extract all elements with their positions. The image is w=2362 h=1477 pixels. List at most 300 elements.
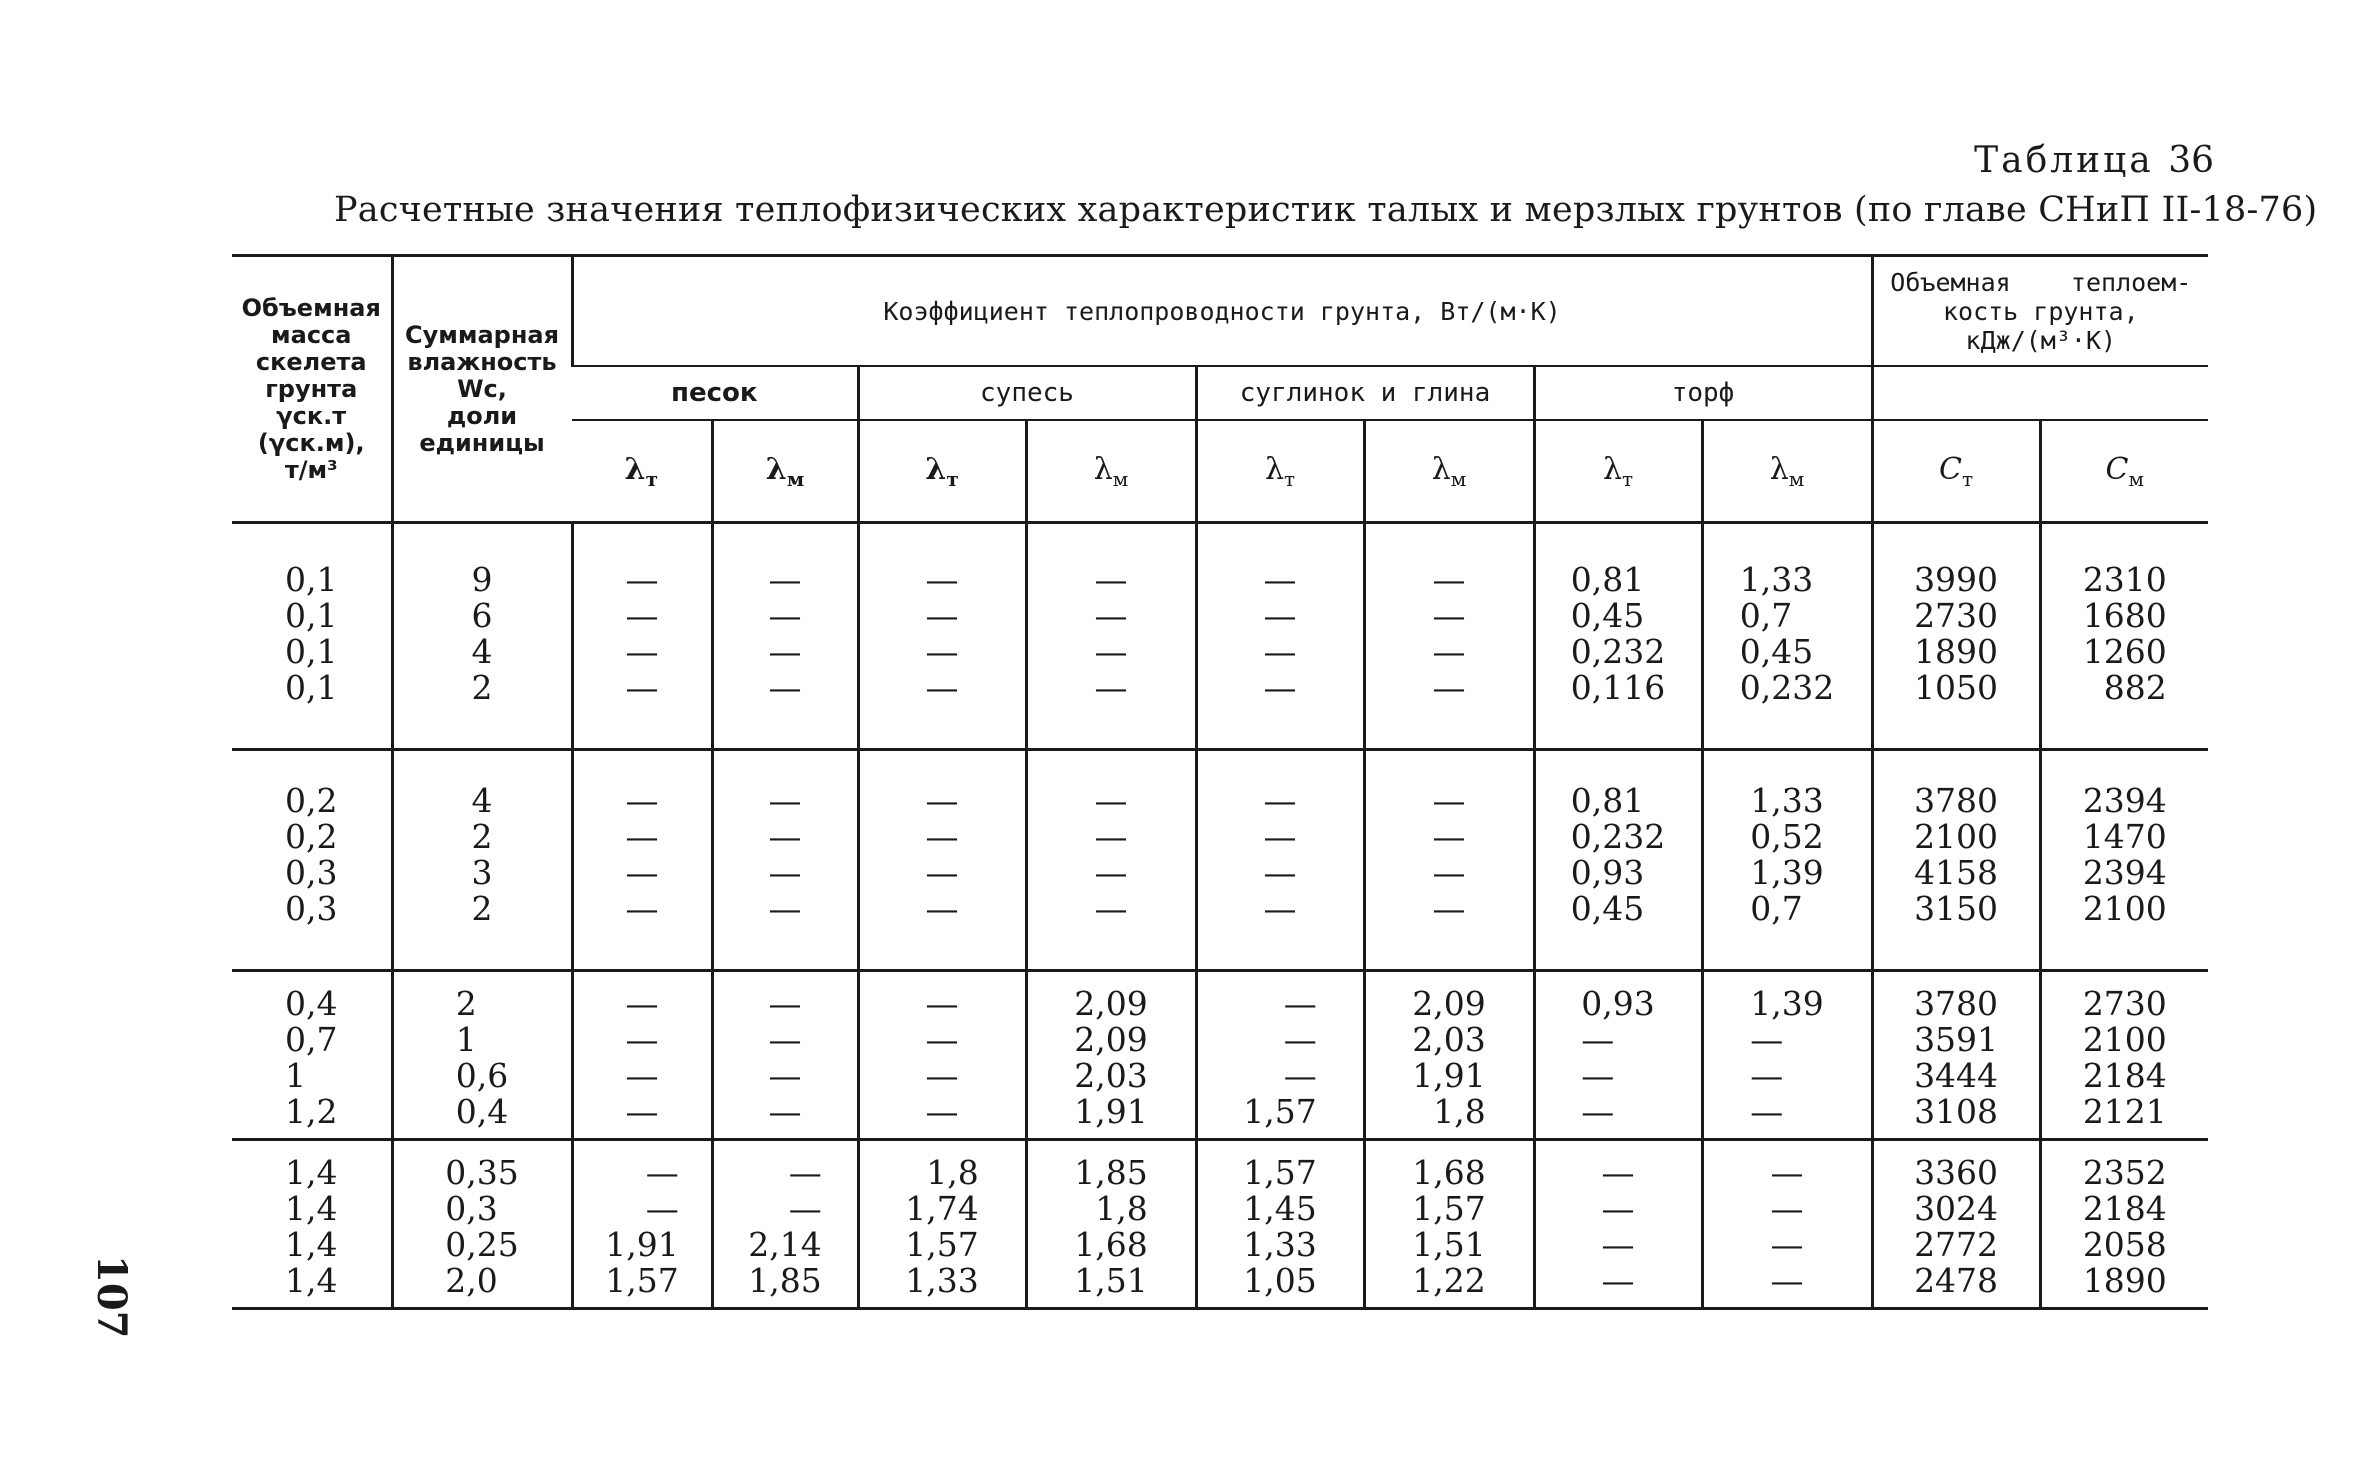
cell-value: 1 [285, 1056, 306, 1095]
cell-value: — [925, 984, 959, 1023]
cell-sand-m [712, 750, 858, 971]
cell-value: — [1601, 1225, 1635, 1264]
cell-value: 1,91 [1412, 1056, 1486, 1095]
cell-values [1602, 1155, 1635, 1299]
cell-value: 2100 [1914, 817, 1999, 856]
cell-value: 1,2 [285, 1092, 338, 1131]
cell-value: 3444 [1914, 1056, 1999, 1095]
cell-values [748, 1155, 821, 1299]
cell-value: — [1432, 889, 1466, 928]
cell-values [456, 986, 508, 1130]
cell-value: 1,57 [1243, 1153, 1317, 1192]
cell-value: — [1094, 889, 1128, 928]
cell-value: — [768, 889, 802, 928]
cell-value: 1,51 [1412, 1225, 1486, 1264]
c-symbol: C [1939, 451, 1962, 487]
cell-value: 2,03 [1074, 1056, 1148, 1095]
cell-value: 3591 [1914, 1020, 1999, 1059]
cell-value: — [768, 817, 802, 856]
cell-value: 1,57 [605, 1261, 679, 1300]
cell-value: — [1432, 853, 1466, 892]
cell-value: — [1094, 781, 1128, 820]
cell-value: — [925, 668, 959, 707]
cell-value: — [625, 1092, 659, 1131]
cell-value: 1,4 [285, 1153, 338, 1192]
cell-value: 3990 [1914, 560, 1999, 599]
header-sand-lambda-t [572, 420, 712, 523]
lambda-subscript: т [645, 466, 658, 491]
cell-value: — [1581, 1056, 1615, 1095]
cell-value: — [1283, 1020, 1317, 1059]
cell-peat-t [1534, 1140, 1702, 1309]
density-line: т/м³ [284, 455, 338, 484]
cell-value: 2184 [2082, 1189, 2167, 1228]
cell-value: 1,68 [1412, 1153, 1486, 1192]
cell-peat-m [1702, 750, 1872, 971]
cell-value: 1,4 [285, 1225, 338, 1264]
cell-value: — [645, 1153, 679, 1192]
cell-moisture [392, 523, 572, 750]
cell-peat-m [1702, 1140, 1872, 1309]
cell-value: 1,8 [1095, 1189, 1148, 1228]
cell-value: — [625, 668, 659, 707]
cell-value: — [1094, 632, 1128, 671]
c-symbol: C [2105, 451, 2129, 487]
cell-value: 0,35 [445, 1153, 519, 1192]
cell-values [626, 562, 659, 706]
cell-value: — [625, 632, 659, 671]
cell-value: — [1094, 853, 1128, 892]
cell-value: — [1094, 560, 1128, 599]
cell-moisture [392, 1140, 572, 1309]
table-row-group [232, 971, 2208, 1140]
cell-value: 1680 [2082, 596, 2167, 635]
cell-value: 2 [471, 668, 493, 707]
cell-value: 1,8 [1433, 1092, 1486, 1131]
cell-values [605, 1155, 678, 1299]
cell-values [1914, 562, 1998, 706]
density-line: грунта [265, 374, 358, 403]
lambda-symbol: λ [624, 451, 646, 487]
cell-value: — [1432, 632, 1466, 671]
cell-value: — [645, 1189, 679, 1228]
lambda-subscript: м [1112, 466, 1129, 491]
cell-value: — [1601, 1189, 1635, 1228]
lambda-subscript: т [1283, 466, 1296, 491]
cell-value: 1,74 [905, 1189, 979, 1228]
cell-values [905, 1155, 978, 1299]
cell-loam-m [1364, 750, 1534, 971]
lambda-symbol: λ [1602, 451, 1622, 487]
cell-value: 1,57 [1412, 1189, 1486, 1228]
header-sandy-loam-lambda-t [858, 420, 1026, 523]
cell-density [232, 971, 392, 1140]
cell-value: 1,8 [926, 1153, 979, 1192]
cell-value: 882 [2103, 668, 2167, 707]
cell-value: — [925, 1092, 959, 1131]
cell-values [1243, 986, 1316, 1130]
cell-value: — [925, 889, 959, 928]
cell-value: 1,39 [1750, 853, 1824, 892]
cell-value: — [1770, 1153, 1804, 1192]
density-line: (γск.м), [257, 428, 365, 457]
header-sandy-loam-lambda-m [1026, 420, 1196, 523]
cell-value: — [925, 596, 959, 635]
cell-values [926, 783, 959, 927]
cell-value: — [1601, 1153, 1635, 1192]
cell-c-m [2040, 971, 2208, 1140]
cell-value: 4 [471, 781, 493, 820]
cell-value: 2100 [2082, 1020, 2167, 1059]
cell-value: — [768, 560, 802, 599]
cell-value: — [1750, 1056, 1784, 1095]
cell-value: 1,33 [905, 1261, 979, 1300]
moisture-line: влажность [407, 347, 557, 376]
cell-value: — [925, 781, 959, 820]
cell-value: 1 [455, 1020, 477, 1059]
cell-value: 2184 [2082, 1056, 2167, 1095]
lambda-subscript: м [786, 466, 805, 491]
cell-value: — [1432, 596, 1466, 635]
cell-value: 1890 [2082, 1261, 2167, 1300]
density-line: γск.т [276, 401, 347, 430]
cell-value: 0,232 [1739, 668, 1835, 707]
cell-value: — [1094, 817, 1128, 856]
cell-value: 2352 [2082, 1153, 2167, 1192]
cell-sandy-loam-m [1026, 971, 1196, 1140]
header-peat: торф [1534, 366, 1872, 420]
cell-value: — [1581, 1092, 1615, 1131]
cell-value: 6 [471, 596, 493, 635]
cell-sandy-loam-m [1026, 750, 1196, 971]
cell-value: 0,81 [1570, 781, 1645, 820]
moisture-line: доли [446, 401, 518, 430]
cell-value: — [1283, 984, 1317, 1023]
cell-value: 1,4 [285, 1189, 338, 1228]
cell-values [1433, 783, 1466, 927]
table-row-group [232, 523, 2208, 750]
cell-value: 1470 [2082, 817, 2167, 856]
cell-value: — [1432, 781, 1466, 820]
cell-value: 1,05 [1243, 1261, 1317, 1300]
cell-value: 0,4 [285, 984, 338, 1023]
cell-values [2083, 1155, 2167, 1299]
thermal-properties-table [232, 254, 2208, 1310]
cell-sand-t [572, 1140, 712, 1309]
cell-value: 3108 [1914, 1092, 1999, 1131]
cell-value: 1,91 [1074, 1092, 1148, 1131]
lambda-symbol: λ [925, 451, 947, 487]
table-row-group [232, 1140, 2208, 1309]
cell-value: 3 [471, 853, 493, 892]
cell-value: 2,09 [1074, 984, 1148, 1023]
cell-c-t [1872, 523, 2040, 750]
heat-capacity-line: кДж/(м³·К) [1965, 325, 2117, 355]
cell-value: — [625, 596, 659, 635]
header-peat-lambda-m [1702, 420, 1872, 523]
cell-value: 2100 [2082, 889, 2167, 928]
cell-values [769, 562, 802, 706]
lambda-symbol: λ [765, 451, 787, 487]
cell-value: 1,51 [1074, 1261, 1148, 1300]
cell-moisture [392, 750, 572, 971]
cell-loam-m [1364, 1140, 1534, 1309]
table-label [1974, 140, 2214, 181]
cell-value: 1,91 [605, 1225, 679, 1264]
cell-value: 1,45 [1243, 1189, 1317, 1228]
cell-value: — [625, 781, 659, 820]
cell-values [1914, 986, 1998, 1130]
moisture-line: единицы [419, 428, 545, 457]
header-c-m [2040, 420, 2208, 523]
header-heat-capacity [1872, 256, 2208, 367]
cell-density [232, 523, 392, 750]
header-conductivity: Коэффициент теплопроводности грунта, Вт/(м·К) [572, 256, 1872, 367]
lambda-symbol: λ [1431, 451, 1451, 487]
c-subscript: т [1962, 466, 1974, 491]
cell-values [769, 986, 802, 1130]
cell-values [1264, 562, 1297, 706]
cell-peat-t [1534, 750, 1702, 971]
cell-value: — [1750, 1092, 1784, 1131]
cell-value: — [768, 1092, 802, 1131]
density-header-lines [242, 295, 381, 484]
cell-value: 2 [455, 984, 477, 1023]
cell-loam-t [1196, 750, 1364, 971]
header-sand: песок [572, 366, 858, 420]
header-sandy-loam: супесь [858, 366, 1196, 420]
cell-value: 0,7 [1739, 596, 1793, 635]
cell-value: 0,3 [285, 853, 338, 892]
cell-values [1412, 1155, 1485, 1299]
cell-loam-t [1196, 1140, 1364, 1309]
cell-value: 0,81 [1570, 560, 1645, 599]
cell-value: 2394 [2082, 781, 2167, 820]
cell-value: — [1263, 668, 1297, 707]
cell-values [285, 986, 337, 1130]
header-c-t [1872, 420, 2040, 523]
lambda-symbol: λ [1264, 451, 1284, 487]
cell-loam-t [1196, 523, 1364, 750]
cell-value: 0,45 [1570, 889, 1645, 928]
cell-value: — [1263, 560, 1297, 599]
lambda-subscript: м [1450, 466, 1467, 491]
cell-value: 0,1 [285, 596, 338, 635]
cell-sandy-loam-t [858, 971, 1026, 1140]
cell-value: 9 [471, 560, 493, 599]
cell-c-m [2040, 1140, 2208, 1309]
lambda-subscript: м [1788, 466, 1805, 491]
cell-value: — [1283, 1056, 1317, 1095]
cell-values [2083, 562, 2167, 706]
header-loam-lambda-m [1364, 420, 1534, 523]
density-line: скелета [255, 347, 367, 376]
cell-sand-t [572, 750, 712, 971]
cell-peat-m [1702, 971, 1872, 1140]
cell-value: — [1750, 1020, 1784, 1059]
cell-value: — [925, 1056, 959, 1095]
cell-values [1750, 986, 1823, 1130]
cell-value: 2 [471, 817, 493, 856]
cell-value: 1,4 [285, 1261, 338, 1300]
cell-value: 0,52 [1750, 817, 1824, 856]
cell-values [1914, 783, 1998, 927]
cell-value: 1050 [1914, 668, 1999, 707]
cell-value: 0,2 [285, 781, 338, 820]
cell-values [1571, 562, 1665, 706]
cell-value: — [1581, 1020, 1615, 1059]
cell-value: 0,1 [285, 632, 338, 671]
cell-value: 2,0 [445, 1261, 498, 1300]
cell-values [285, 783, 337, 927]
cell-values [285, 562, 337, 706]
cell-value: — [1770, 1261, 1804, 1300]
cell-value: — [768, 632, 802, 671]
table-number: 36 [2168, 140, 2214, 181]
moisture-line: Суммарная [404, 320, 560, 349]
cell-value: 2,03 [1412, 1020, 1486, 1059]
cell-density [232, 750, 392, 971]
heat-capacity-line: Объемная теплоем- [1890, 267, 2192, 297]
header-loam-clay: суглинок и глина [1196, 366, 1534, 420]
cell-value: — [1263, 781, 1297, 820]
cell-values [1914, 1155, 1998, 1299]
cell-value: — [1432, 560, 1466, 599]
cell-values [1771, 1155, 1804, 1299]
cell-value: — [1432, 817, 1466, 856]
cell-value: 1,57 [905, 1225, 979, 1264]
cell-moisture [392, 971, 572, 1140]
c-subscript: м [2128, 466, 2145, 491]
cell-value: 4158 [1914, 853, 1999, 892]
header-peat-lambda-t [1534, 420, 1702, 523]
cell-value: — [768, 596, 802, 635]
heat-capacity-line: кость грунта, [1942, 296, 2139, 326]
heat-capacity-lines [1890, 268, 2191, 355]
header-loam-lambda-t [1196, 420, 1364, 523]
cell-value: — [1263, 853, 1297, 892]
density-line: Объемная [241, 293, 381, 322]
cell-value: — [1770, 1189, 1804, 1228]
cell-value: — [768, 781, 802, 820]
cell-value: 2730 [1914, 596, 1999, 635]
cell-values [1243, 1155, 1316, 1299]
cell-value: — [768, 853, 802, 892]
cell-value: 2730 [2082, 984, 2167, 1023]
cell-value: 0,1 [285, 560, 338, 599]
cell-values [2083, 783, 2167, 927]
cell-value: — [1263, 632, 1297, 671]
lambda-symbol: λ [1093, 451, 1113, 487]
cell-value: — [625, 1020, 659, 1059]
cell-value: — [625, 560, 659, 599]
cell-value: 2,09 [1412, 984, 1486, 1023]
cell-value: 1,22 [1412, 1261, 1486, 1300]
cell-values [926, 986, 959, 1130]
cell-peat-t [1534, 971, 1702, 1140]
cell-value: 3024 [1914, 1189, 1999, 1228]
cell-values [1264, 783, 1297, 927]
lambda-subscript: т [946, 466, 959, 491]
header-moisture [392, 256, 572, 523]
cell-value: — [788, 1153, 822, 1192]
table-title: Расчетные значения теплофизических характеристик талых и мерзлых грунтов (по главе СНиП II-18-76) [334, 190, 2318, 230]
cell-value: 1,85 [748, 1261, 822, 1300]
moisture-header-lines [405, 322, 559, 457]
cell-value: — [1263, 596, 1297, 635]
cell-sandy-loam-t [858, 523, 1026, 750]
cell-loam-t [1196, 971, 1364, 1140]
cell-values [1074, 986, 1147, 1130]
cell-value: 2 [471, 889, 493, 928]
cell-values [1095, 562, 1128, 706]
cell-value: — [925, 817, 959, 856]
cell-value: — [768, 668, 802, 707]
cell-value: 0,6 [455, 1056, 509, 1095]
cell-value: — [625, 853, 659, 892]
cell-value: 1,57 [1243, 1092, 1317, 1131]
cell-value: 1,33 [1750, 781, 1824, 820]
cell-value: — [625, 889, 659, 928]
cell-c-m [2040, 750, 2208, 971]
cell-value: 0,232 [1570, 817, 1666, 856]
cell-values [1750, 783, 1823, 927]
cell-value: — [1094, 668, 1128, 707]
cell-c-m [2040, 523, 2208, 750]
lambda-subscript: т [1621, 466, 1634, 491]
cell-value: 1,85 [1074, 1153, 1148, 1192]
cell-value: 3780 [1914, 781, 1999, 820]
cell-values [1412, 986, 1485, 1130]
cell-value: 0,7 [285, 1020, 338, 1059]
cell-value: 3150 [1914, 889, 1999, 928]
cell-values [285, 1155, 337, 1299]
cell-value: 0,25 [445, 1225, 519, 1264]
cell-value: — [625, 817, 659, 856]
cell-value: — [1601, 1261, 1635, 1300]
density-line: масса [271, 320, 352, 349]
cell-value: 2,09 [1074, 1020, 1148, 1059]
cell-value: 3360 [1914, 1153, 1999, 1192]
header-sand-lambda-m [712, 420, 858, 523]
cell-loam-m [1364, 523, 1534, 750]
cell-value: 4 [471, 632, 493, 671]
cell-value: — [768, 984, 802, 1023]
cell-values [626, 986, 659, 1130]
cell-sand-m [712, 523, 858, 750]
cell-value: 0,7 [1750, 889, 1803, 928]
cell-values [769, 783, 802, 927]
cell-value: 1,68 [1074, 1225, 1148, 1264]
lambda-symbol: λ [1769, 451, 1789, 487]
cell-values [1074, 1155, 1147, 1299]
cell-loam-m [1364, 971, 1534, 1140]
cell-value: — [768, 1056, 802, 1095]
cell-values [1571, 783, 1665, 927]
cell-peat-m [1702, 523, 1872, 750]
cell-value: 1,33 [1739, 560, 1814, 599]
table-row-group [232, 750, 2208, 971]
table-word: Таблица [1974, 140, 2154, 181]
cell-value: 2478 [1914, 1261, 1999, 1300]
cell-value: 0,93 [1581, 984, 1655, 1023]
cell-value: — [768, 1020, 802, 1059]
cell-sand-m [712, 971, 858, 1140]
cell-sandy-loam-t [858, 750, 1026, 971]
header-density [232, 256, 392, 523]
cell-value: 0,3 [285, 889, 338, 928]
cell-sandy-loam-m [1026, 523, 1196, 750]
